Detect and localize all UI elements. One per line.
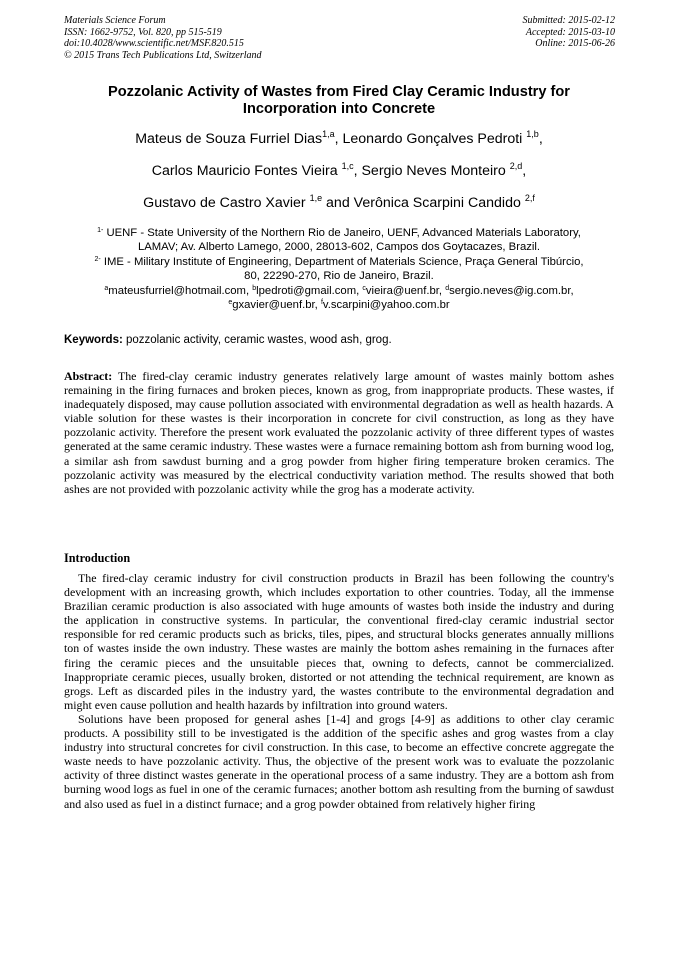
email-sup: c xyxy=(362,284,366,292)
email-sup: e xyxy=(228,299,233,307)
email-sup: f xyxy=(320,299,323,307)
paper-title xyxy=(64,84,614,118)
abstract-text: The fired-clay ceramic industry generates relatively large amount of wastes mainly bottom ashes remaining in the firing furnaces and broken pieces, known as grog, from inappropriate products. These wastes, if inadequately disposed, may cause pollution associated with environmental degradation as well as health hazards. A viable solution for these wastes is their incorporation in concrete for civil construction, as long as they have pozzolanic activity. Therefore the present work evaluated the pozzolanic activity of three different types of wastes generated at the same ceramic industry. These wastes were a furnace remaining bottom ash from burning wood log, a similar ash from sawdust burning and a grog powder from higher firing temperature broken ceramics. The pozzolanic activity was measured by the electrical conductivity variation method. The results showed that both ashes are not provided with pozzolanic activity while the grog has a moderate activity. xyxy=(64,369,614,496)
email-f[interactable]: v.scarpini@yahoo.com.br xyxy=(322,299,450,312)
title-line-1: Pozzolanic Activity of Wastes from Fired Clay Ceramic Industry for xyxy=(108,84,570,100)
title-line-2: Incorporation into Concrete xyxy=(242,101,436,117)
email-e[interactable]: gxavier@uenf.br, xyxy=(232,299,321,312)
author-separator: , xyxy=(353,163,362,179)
journal-name: Materials Science Forum xyxy=(64,15,166,26)
email-c[interactable]: vieira@uenf.br, xyxy=(365,284,446,297)
accepted-date: Accepted: 2015-03-10 xyxy=(525,26,615,38)
affiliation-sup: 2- xyxy=(94,255,101,263)
author-separator: , xyxy=(538,131,543,147)
author-affil-sup: 1,b xyxy=(526,129,539,139)
author-affil-sup: 1,c xyxy=(341,161,354,171)
online-date: Online: 2015-06-26 xyxy=(535,38,615,50)
paragraph: Solutions have been proposed for general ashes [1-4] and grogs [4-9] as additions to other clay ceramic products. A possibility still to be investigated is the addition of the specific ashes and grog wastes from a clay industry into structural concretes for civil construction. In this case, to become an effective concrete aggregate the waste needs to have pozzolanic activity. Thus, the objective of the present work was to evaluate the pozzolanic activity of three distinct wastes generate in the operational process of a same industry. They are a bottom ash from burning wood logs as fuel in one of the ceramic furnaces; another bottom ash resulting from the burning of sawdust and also used as fuel in a distinct furnace; and a grog powder obtained from relatively higher firing xyxy=(64,711,614,811)
affiliation-2-line-1 xyxy=(64,255,614,269)
affiliation-1-line-1 xyxy=(64,226,614,240)
journal-info xyxy=(64,15,262,61)
author-affil-sup: 1,a xyxy=(322,129,335,139)
abstract xyxy=(64,369,614,496)
journal-doi: doi:10.4028/www.scientific.net/MSF.820.515 xyxy=(64,38,244,50)
submitted-date: Submitted: 2015-02-12 xyxy=(522,15,615,26)
affiliation-sup: 1- xyxy=(97,227,104,234)
email-a[interactable]: mateusfurriel@hotmail.com, xyxy=(108,284,253,297)
journal-copyright: © 2015 Trans Tech Publications Ltd, Switzerland xyxy=(64,49,262,61)
keywords xyxy=(64,334,614,346)
author-name: Mateus de Souza Furriel Dias xyxy=(135,131,323,147)
email-d[interactable]: sergio.neves@ig.com.br, xyxy=(449,284,574,297)
affiliation-text: UENF - State University of the Northern Rio de Janeiro, UENF, Advanced Materials Laboratory, xyxy=(103,227,581,239)
affiliation-text: IME - Military Institute of Engineering, Department of Materials Science, Praça General Tibúrcio, xyxy=(100,255,584,268)
author-line-3 xyxy=(64,192,614,224)
keywords-label: Keywords: xyxy=(64,334,123,346)
affiliation-2-line-2: 80, 22290-270, Rio de Janeiro, Brazil. xyxy=(244,270,434,283)
author-affil-sup: 2,d xyxy=(509,161,523,171)
author-line-2 xyxy=(64,160,614,192)
affiliation-1-line-2: LAMAV; Av. Alberto Lamego, 2000, 28013-602, Campos dos Goytacazes, Brazil. xyxy=(137,241,541,254)
email-line-1 xyxy=(64,284,614,298)
author-name: Gustavo de Castro Xavier xyxy=(143,195,306,211)
abstract-label: Abstract: xyxy=(64,369,113,383)
author-name: Leonardo Gonçalves Pedroti xyxy=(342,131,523,147)
email-b[interactable]: lpedroti@gmail.com, xyxy=(256,284,363,297)
email-sup: a xyxy=(104,284,109,292)
introduction-body xyxy=(64,571,614,811)
author-affil-sup: 2,f xyxy=(524,193,535,203)
author-name: Verônica Scarpini Candido xyxy=(353,195,521,211)
email-line-2 xyxy=(64,298,614,312)
journal-issn: ISSN: 1662-9752, Vol. 820, pp 515-519 xyxy=(64,26,222,38)
keywords-text: pozzolanic activity, ceramic wastes, wood ash, grog. xyxy=(122,334,392,346)
email-sup: d xyxy=(445,284,450,292)
section-heading-introduction: Introduction xyxy=(64,551,131,565)
author-affil-sup: 1,e xyxy=(309,193,323,203)
affiliations xyxy=(64,226,614,312)
author-separator: , xyxy=(522,163,527,179)
author-line-1 xyxy=(64,128,614,160)
email-sup: b xyxy=(252,284,257,292)
paragraph: The fired-clay ceramic industry for civil construction products in Brazil has been following the country's development with an increasing growth, which includes exportation to other countries. Today, all the immense Brazilian ceramic production is also associated with huge amounts of wastes both inside the industry and during the application in constructive systems. In particular, the conventional fired-clay ceramic industrial sector responsible for red ceramic products such as bricks, tiles, pipes, and structural blocks generates annually millions ton of wastes inside the own industry. These wastes are mainly the bottom ashes remaining in the furnaces after firing the ceramic pieces and the unsuitable pieces that, owning to defects, cannot be commercialized. Inappropriate ceramic pieces, usually broken, distorted or not attending the technical requirement, are known as grogs. Left as discarded piles in the industry yard, the wastes contribute to the environmental degradation and might even cause pollution and health hazards by infiltration into ground waters. xyxy=(64,571,614,712)
author-list xyxy=(64,128,614,224)
submission-dates xyxy=(523,15,616,50)
author-separator: and xyxy=(322,195,354,211)
author-name: Carlos Mauricio Fontes Vieira xyxy=(151,163,338,179)
author-separator: , xyxy=(334,131,343,147)
author-name: Sergio Neves Monteiro xyxy=(361,163,506,179)
